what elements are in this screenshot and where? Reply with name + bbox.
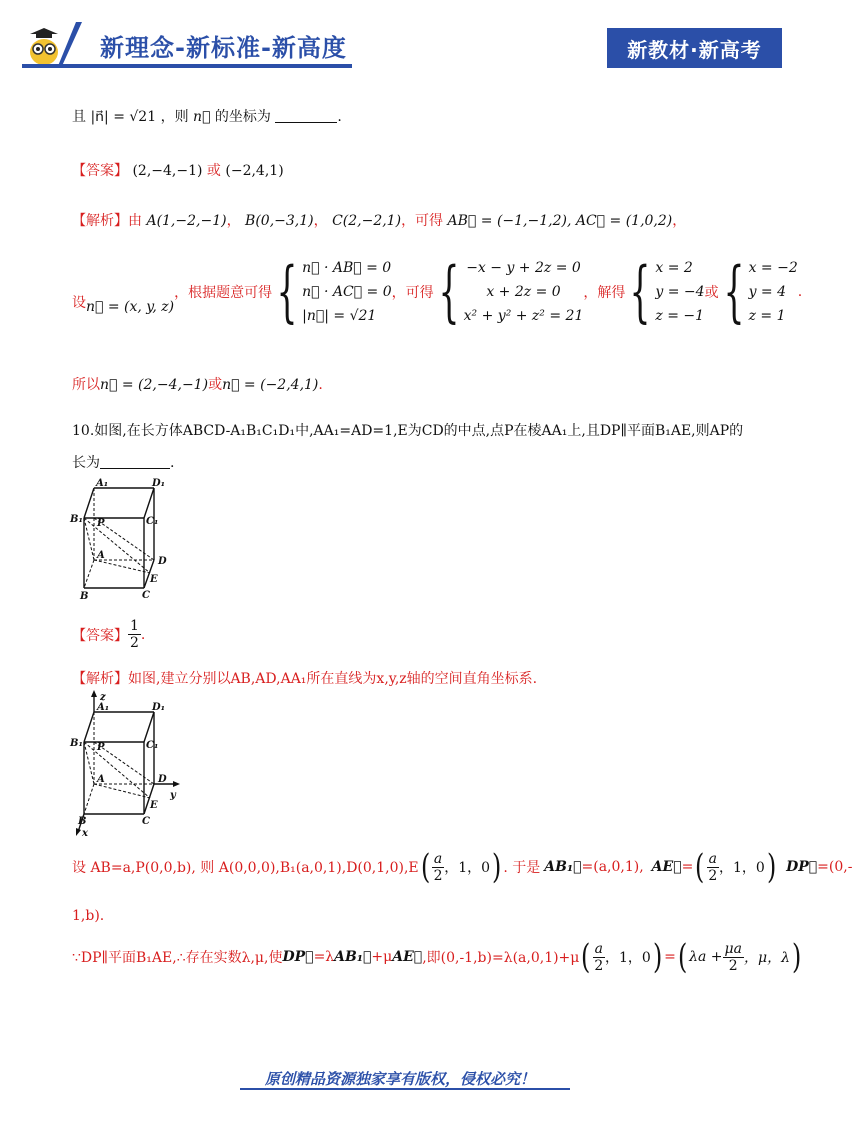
sep1: ，: [226, 213, 241, 229]
or-text: 或: [704, 285, 719, 301]
label-d1: D₁: [152, 478, 166, 489]
let-text: 设: [72, 295, 86, 311]
answer-fraction: [128, 618, 141, 651]
q9-analysis-lead: 由: [128, 213, 142, 229]
conclusion-v1: n⃗ = (2,−4,−1): [100, 377, 209, 393]
label-a1-2: A₁: [97, 702, 110, 713]
system-3: { x = 2 y = −4 z = −1: [629, 253, 705, 330]
q10-answer-line: [72, 618, 145, 651]
plus-mu: +μ: [371, 949, 393, 965]
conclusion-v2: n⃗ = (−2,4,1): [222, 377, 319, 393]
sys2-row-2: x² + y² + z² = 21: [463, 308, 584, 324]
conclusion-or: 或: [208, 377, 223, 393]
system-1: { n⃗ · AB⃗ = 0 n⃗ · AC⃗ = 0 |n⃗| = √21: [276, 253, 392, 330]
sys2-row-0: −x − y + 2z = 0: [466, 260, 581, 276]
label-b1-2: B₁: [70, 738, 83, 749]
sys3-row-0: x = 2: [655, 260, 693, 276]
by-problem-text: ，根据题意可得: [174, 285, 273, 301]
q9-systems-line: [72, 253, 803, 330]
coord-frac-den: 2: [433, 867, 443, 884]
sys2-row-1: x + 2z = 0: [486, 284, 561, 300]
can-get-2: ，可得: [391, 285, 434, 301]
fraction-den: 2: [130, 635, 139, 651]
q9-tail-line: [72, 106, 342, 126]
vectors-ab-ac: AB⃗ = (−1,−1,2), AC⃗ = (1,0,2): [447, 213, 673, 229]
owl-logo-icon: [22, 22, 82, 68]
mu-a-den: 2: [728, 957, 738, 974]
mu-a-num: μa: [724, 940, 742, 957]
label-c: C: [142, 590, 150, 601]
coord-rest: ，1，0: [444, 860, 491, 876]
coord-frac-num: a: [433, 850, 443, 867]
analysis-tag: 【解析】: [72, 213, 128, 229]
answer-end: .: [140, 626, 146, 643]
vector-ae-2: AE⃗: [392, 949, 423, 965]
q10-line1: 10.如图,在长方体ABCD-A₁B₁C₁D₁中,AA₁=AD=1,E为CD的中点,点P在棱AA₁上,且DP∥平面B₁AE,则AP的: [72, 423, 744, 439]
header-slogan: 新理念-新标准-新高度: [100, 34, 347, 62]
header-underline: [22, 64, 352, 68]
q9-answer-value1: (2,−4,−1): [132, 163, 203, 179]
system-2: { −x − y + 2z = 0 x + 2z = 0 x² + y² + z² = 21: [438, 253, 584, 330]
vector-ab1-2: AB₁⃗: [334, 949, 372, 965]
sys1-row-2: |n⃗| = √21: [302, 308, 377, 324]
n-definition: n⃗ = (x, y, z): [86, 299, 175, 315]
ae-frac-num: a: [708, 850, 717, 867]
header-badge: 新教材·新高考: [607, 28, 782, 68]
footer-underline: [240, 1088, 570, 1090]
point-b: B(0,−3,1): [245, 213, 314, 229]
label-a: A: [97, 550, 105, 561]
sys1-row-0: n⃗ · AB⃗ = 0: [302, 260, 392, 276]
analysis1-text: 如图,建立分别以AB,AD,AA₁所在直线为x,y,z轴的空间直角坐标系.: [128, 671, 538, 687]
q10-end: .: [170, 455, 175, 471]
mu-frac-num: a: [594, 940, 604, 957]
answer-blank-2: [100, 454, 170, 469]
eq-sign: =: [681, 859, 694, 875]
mu-coord-rest: ，1，0: [605, 950, 651, 966]
label-p-2: P: [97, 742, 105, 753]
label-x: x: [82, 828, 88, 839]
answer-tag: 【答案】: [72, 163, 128, 179]
q10-line2-text: 长为: [72, 455, 100, 471]
analysis2-text1: 设 AB=a,P(0,0,b), 则 A(0,0,0),B₁(a,0,1),D(0,1,0),E: [72, 860, 419, 876]
ae-coord-rest: ，1，0: [718, 860, 765, 876]
q10-analysis3-line: 1,b).: [72, 908, 105, 924]
label-p: P: [97, 518, 105, 529]
q9-end: .: [337, 109, 342, 125]
q10-analysis1-line: [72, 668, 537, 688]
label-y: y: [170, 790, 176, 801]
sys1-row-1: n⃗ · AC⃗ = 0: [302, 284, 392, 300]
answer-blank: [275, 108, 337, 123]
mu-a-fraction: [723, 941, 744, 974]
analysis-end: ，: [672, 213, 687, 229]
label-d1-2: D₁: [152, 702, 166, 713]
vector-ab1: AB₁⃗: [544, 859, 582, 875]
q9-conclusion-line: [72, 374, 323, 394]
coord-fraction: [432, 851, 444, 884]
point-a: A(1,−2,−1): [146, 213, 227, 229]
systems-end: .: [797, 284, 803, 300]
q9-suffix: 的坐标为: [214, 109, 271, 125]
equals-sign: =: [664, 949, 676, 965]
mu-lambda-rest: ，μ，λ: [743, 950, 790, 966]
label-a1: A₁: [96, 478, 109, 489]
q9-modulus: |n⃗| = √21: [90, 109, 157, 125]
header-logo-area: [22, 22, 352, 72]
cuboid-figure-2: [70, 690, 190, 838]
lambda-a: λa +: [689, 949, 723, 965]
label-z: z: [100, 692, 106, 703]
answer-tag-2: 【答案】: [72, 627, 128, 644]
label-a-2: A: [97, 774, 105, 785]
label-c1: C₁: [146, 516, 159, 527]
eq1-text: =(a,0,1),: [581, 859, 644, 875]
sep2: ，: [313, 213, 328, 229]
q9-vec-n: n⃗: [193, 109, 211, 125]
vector-dp: DP⃗: [786, 859, 818, 875]
cuboid-figure-1: [70, 476, 180, 604]
vector-ae: AE⃗: [651, 859, 682, 875]
label-e: E: [150, 574, 158, 585]
q10-analysis4-line: ∵DP∥平面B₁AE,∴存在实数λ,μ,使 DP⃗ =λ AB₁⃗ +μ AE⃗ ,即(0,-1,b)=λ(a,0,1)+μ ( $\frac{a}{2}$ ，1，0 ) = ( λa + $\frac{\mu a}{2}$ ，μ，λ ): [72, 937, 802, 977]
point-c: C(2,−2,1): [332, 213, 402, 229]
mu-frac-den: 2: [594, 957, 604, 974]
ae-fraction: [707, 851, 719, 884]
label-b1: B₁: [70, 514, 83, 525]
q9-answer-or: 或: [206, 163, 221, 179]
fraction-num: 1: [130, 618, 139, 634]
sys3-row-1: y = −4: [655, 284, 705, 300]
eq3-text: =(0,-: [817, 859, 852, 875]
mu-fraction-a: [593, 941, 605, 974]
q9-prefix: 且: [72, 109, 86, 125]
label-d-2: D: [158, 774, 167, 785]
can-get: ，可得: [401, 213, 444, 229]
q9-analysis-line: [72, 210, 686, 230]
label-e-2: E: [150, 800, 158, 811]
q9-answer-line: [72, 160, 284, 180]
footer-copyright: 原创精品资源独家享有版权，侵权必究！: [264, 1070, 535, 1088]
label-d: D: [158, 556, 167, 567]
label-c1-2: C₁: [146, 740, 159, 751]
sys4-row-2: z = 1: [748, 308, 786, 324]
sys3-row-2: z = −1: [655, 308, 705, 324]
ae-frac-den: 2: [708, 867, 718, 884]
conclusion-end: .: [318, 377, 323, 393]
q10-line2: [72, 452, 174, 472]
analysis2-text2: . 于是: [503, 860, 541, 876]
analysis4-text1: ∵DP∥平面B₁AE,∴存在实数λ,μ,使: [72, 950, 283, 966]
analysis4-text2: ,即(0,-1,b)=λ(a,0,1)+μ: [422, 950, 580, 966]
q9-mid: ，则: [160, 109, 189, 125]
solve-text: ，解得: [583, 285, 626, 301]
system-4: { x = −2 y = 4 z = 1: [723, 253, 798, 330]
eq-lambda: =λ: [313, 949, 335, 965]
label-b: B: [80, 591, 89, 602]
label-c-2: C: [142, 816, 150, 827]
so-text: 所以: [72, 377, 100, 393]
label-b-2: B: [78, 816, 87, 827]
q10-analysis2-line: 设 AB=a,P(0,0,b), 则 A(0,0,0),B₁(a,0,1),D(0,1,0),E ( $\frac{a}{2}$ ，1，0 ) . 于是 AB₁⃗ =(a,0,1), AE⃗ = ( $\frac{a}{2}$ ，1，0 ) DP⃗ =(0,-: [72, 847, 852, 887]
sys4-row-1: y = 4: [748, 284, 787, 300]
analysis-tag-2: 【解析】: [72, 671, 128, 687]
sys4-row-0: x = −2: [748, 260, 798, 276]
q9-answer-value2: (−2,4,1): [225, 163, 284, 179]
vector-dp-2: DP⃗: [282, 949, 314, 965]
